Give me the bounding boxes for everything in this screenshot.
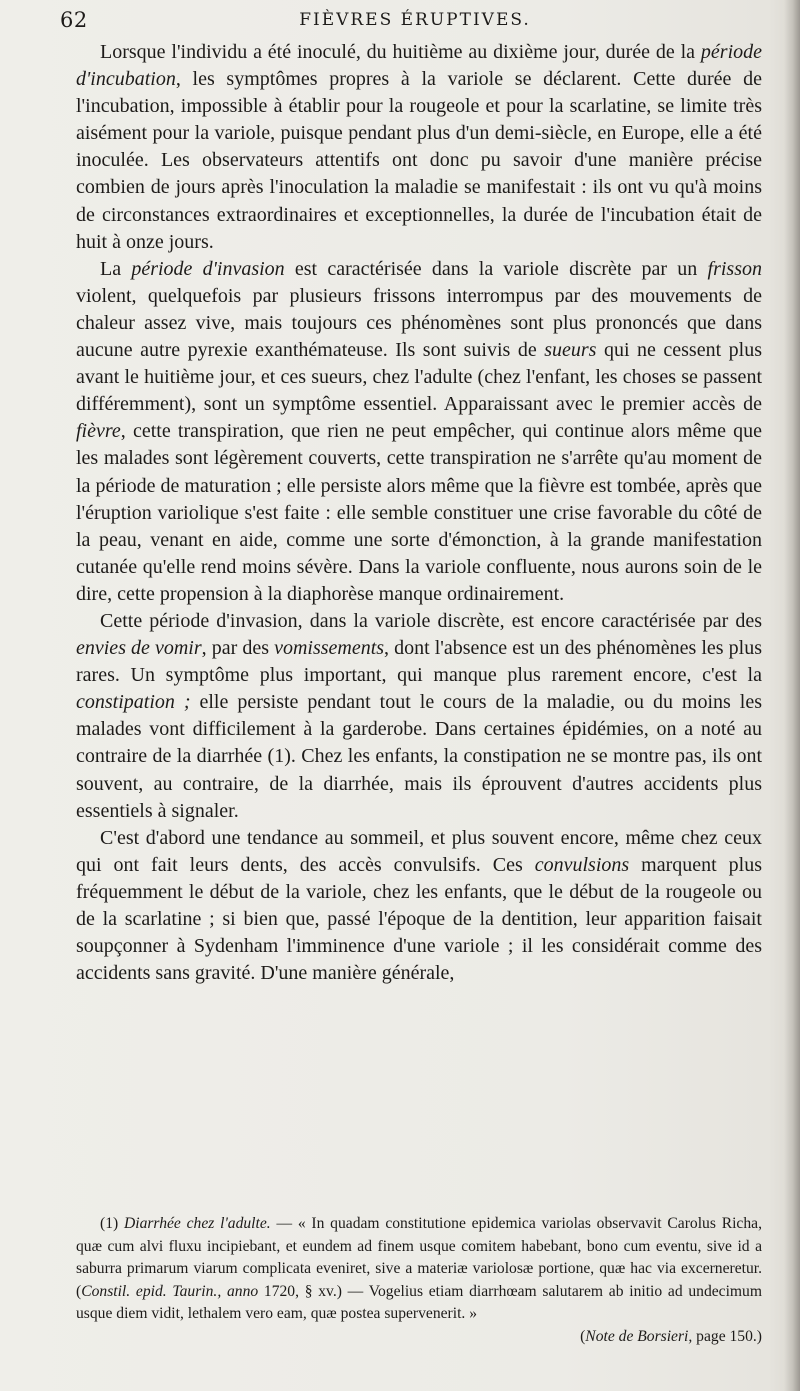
text-run: marquent plus fréquemment le début de la variole, chez les enfants, que le début de la rougeole ou de la scarlatine ; si bien que, passé l'époque de la dentition, leur apparition faisait soupçonner à Sydenham l'imminence d'une variole ; il les considérait comme des accidents sans gravité. D'une manière générale, [76, 853, 762, 985]
text-run: 1720, § xv.) — Vogelius etiam diarrhœam salutarem ab initio ad undecimum usque diem vidit, lethalem vero eam, quæ postea supervenerit. » [76, 1282, 762, 1322]
text-run: La [100, 257, 132, 280]
italic-text: fièvre [76, 420, 121, 443]
text-run: ( [580, 1327, 586, 1345]
text-run: , dont l'absence est un des phénomènes les plus rares. Un symptôme plus important, qui manque plus rarement encore, c'est la [76, 637, 762, 687]
italic-text: anno [226, 1282, 259, 1300]
page-number: 62 [60, 8, 88, 32]
text-run: , les symptômes propres à la variole se déclarent. Cette durée de l'incubation, impossible à établir pour la rougeole et pour la scarlatine, se limite très aisément pour la variole, puisque pendant plus d'un demi-siècle, en Europe, elle a été inoculée. Les observateurs attentifs ont donc pu savoir d'une manière précise combien de jours après l'inoculation la maladie se manifestait : ils ont vu qu'à moins de circonstances extraordinaires et exceptionnelles, la durée de l'incubation était de huit à onze jours. [76, 68, 762, 253]
italic-text: constipation ; [76, 691, 191, 714]
text-run: Lorsque l'individu a été inoculé, du huitième au dixième jour, durée de la [100, 41, 701, 63]
text-run: (1) [100, 1215, 124, 1232]
text-run: C'est d'abord une tendance au sommeil, et plus souvent encore, même chez ceux qui ont fait leurs dents, des accès convulsifs. Ces [76, 826, 762, 876]
italic-text: Diarrhée chez l'adulte. [123, 1215, 271, 1232]
paragraph-invasion [76, 256, 762, 608]
italic-text: sueurs [544, 339, 597, 362]
italic-text: envies de vomir [76, 637, 202, 660]
paragraph-incubation [76, 39, 762, 256]
italic-text: frisson [707, 257, 762, 280]
page-header [60, 8, 770, 38]
footnote-source [76, 1326, 762, 1349]
footnote-diarrhea [76, 1213, 762, 1326]
body-text [76, 39, 762, 987]
text-run: qui ne cessent plus avant le huitième jour, et ces sueurs, chez l'adulte (chez l'enfant, les choses se passent différemment), sont un symptôme essentiel. Apparaissant avec le premier accès de [76, 339, 762, 416]
italic-text: période d'invasion [131, 257, 285, 280]
italic-text: vomissements [274, 637, 385, 660]
paragraph-convulsions [76, 825, 762, 988]
italic-text: Constil. epid. Taurin., [81, 1282, 222, 1300]
footnote-block [76, 1213, 762, 1348]
text-run: est caractérisée dans la variole discrète par un [284, 257, 708, 280]
running-head: FIÈVRES ÉRUPTIVES. [299, 10, 531, 30]
page-edge-shadow [784, 0, 800, 1391]
italic-text: Note de Borsieri, [585, 1327, 693, 1345]
text-run: violent, quelquefois par plusieurs frissons interrompus par des mouvements de chaleur assez vive, mais toujours ces phénomènes sont plus prononcés que dans aucune autre pyrexie exanthémateuse. Ils sont suivis de [76, 284, 762, 362]
text-run: , par des [201, 637, 275, 660]
text-run: page 150.) [692, 1327, 762, 1345]
text-run: , cette transpiration, que rien ne peut empêcher, qui continue alors même que les malades sont légèrement couverts, cette transpiration ne s'arrête qu'au moment de la période de maturation ; elle persiste alors même que la fièvre est tombée, après que l'éruption variolique s'est faite : elle semble constituer une crise favorable du côté de la peau, venant en aide, comme une sorte d'émonction, à la grande manifestation cutanée qu'elle rend moins sévère. Dans la variole confluente, nous aurons soin de le dire, cette propension à la diaphorèse manque ordinairement. [76, 420, 762, 605]
text-run: Cette période d'invasion, dans la variole discrète, est encore caractérisée par des [100, 609, 762, 632]
text-run: — « In quadam constitutione epidemica variolas observavit Carolus Richa, quæ cum alvi fluxu incipiebant, et eundem ad finem usque comitem habebant, bono cum eventu, sive id a saburra primarum viarum complicata eveniret, sive a materiæ variolosæ portione, quæ hac via excerneretur. ( [76, 1215, 762, 1300]
paragraph-vomiting-constipation [76, 608, 762, 825]
italic-text: période d'incubation [76, 41, 762, 91]
italic-text: convulsions [534, 853, 630, 876]
text-run: elle persiste pendant tout le cours de la maladie, ou du moins les malades vont difficilement à la garderobe. Dans certaines épidémies, on a noté au contraire de la diarrhée (1). Chez les enfants, la constipation ne se montre pas, ils ont souvent, au contraire, de la diarrhée, mais ils éprouvent d'autres accidents plus essentiels à signaler. [76, 691, 763, 822]
